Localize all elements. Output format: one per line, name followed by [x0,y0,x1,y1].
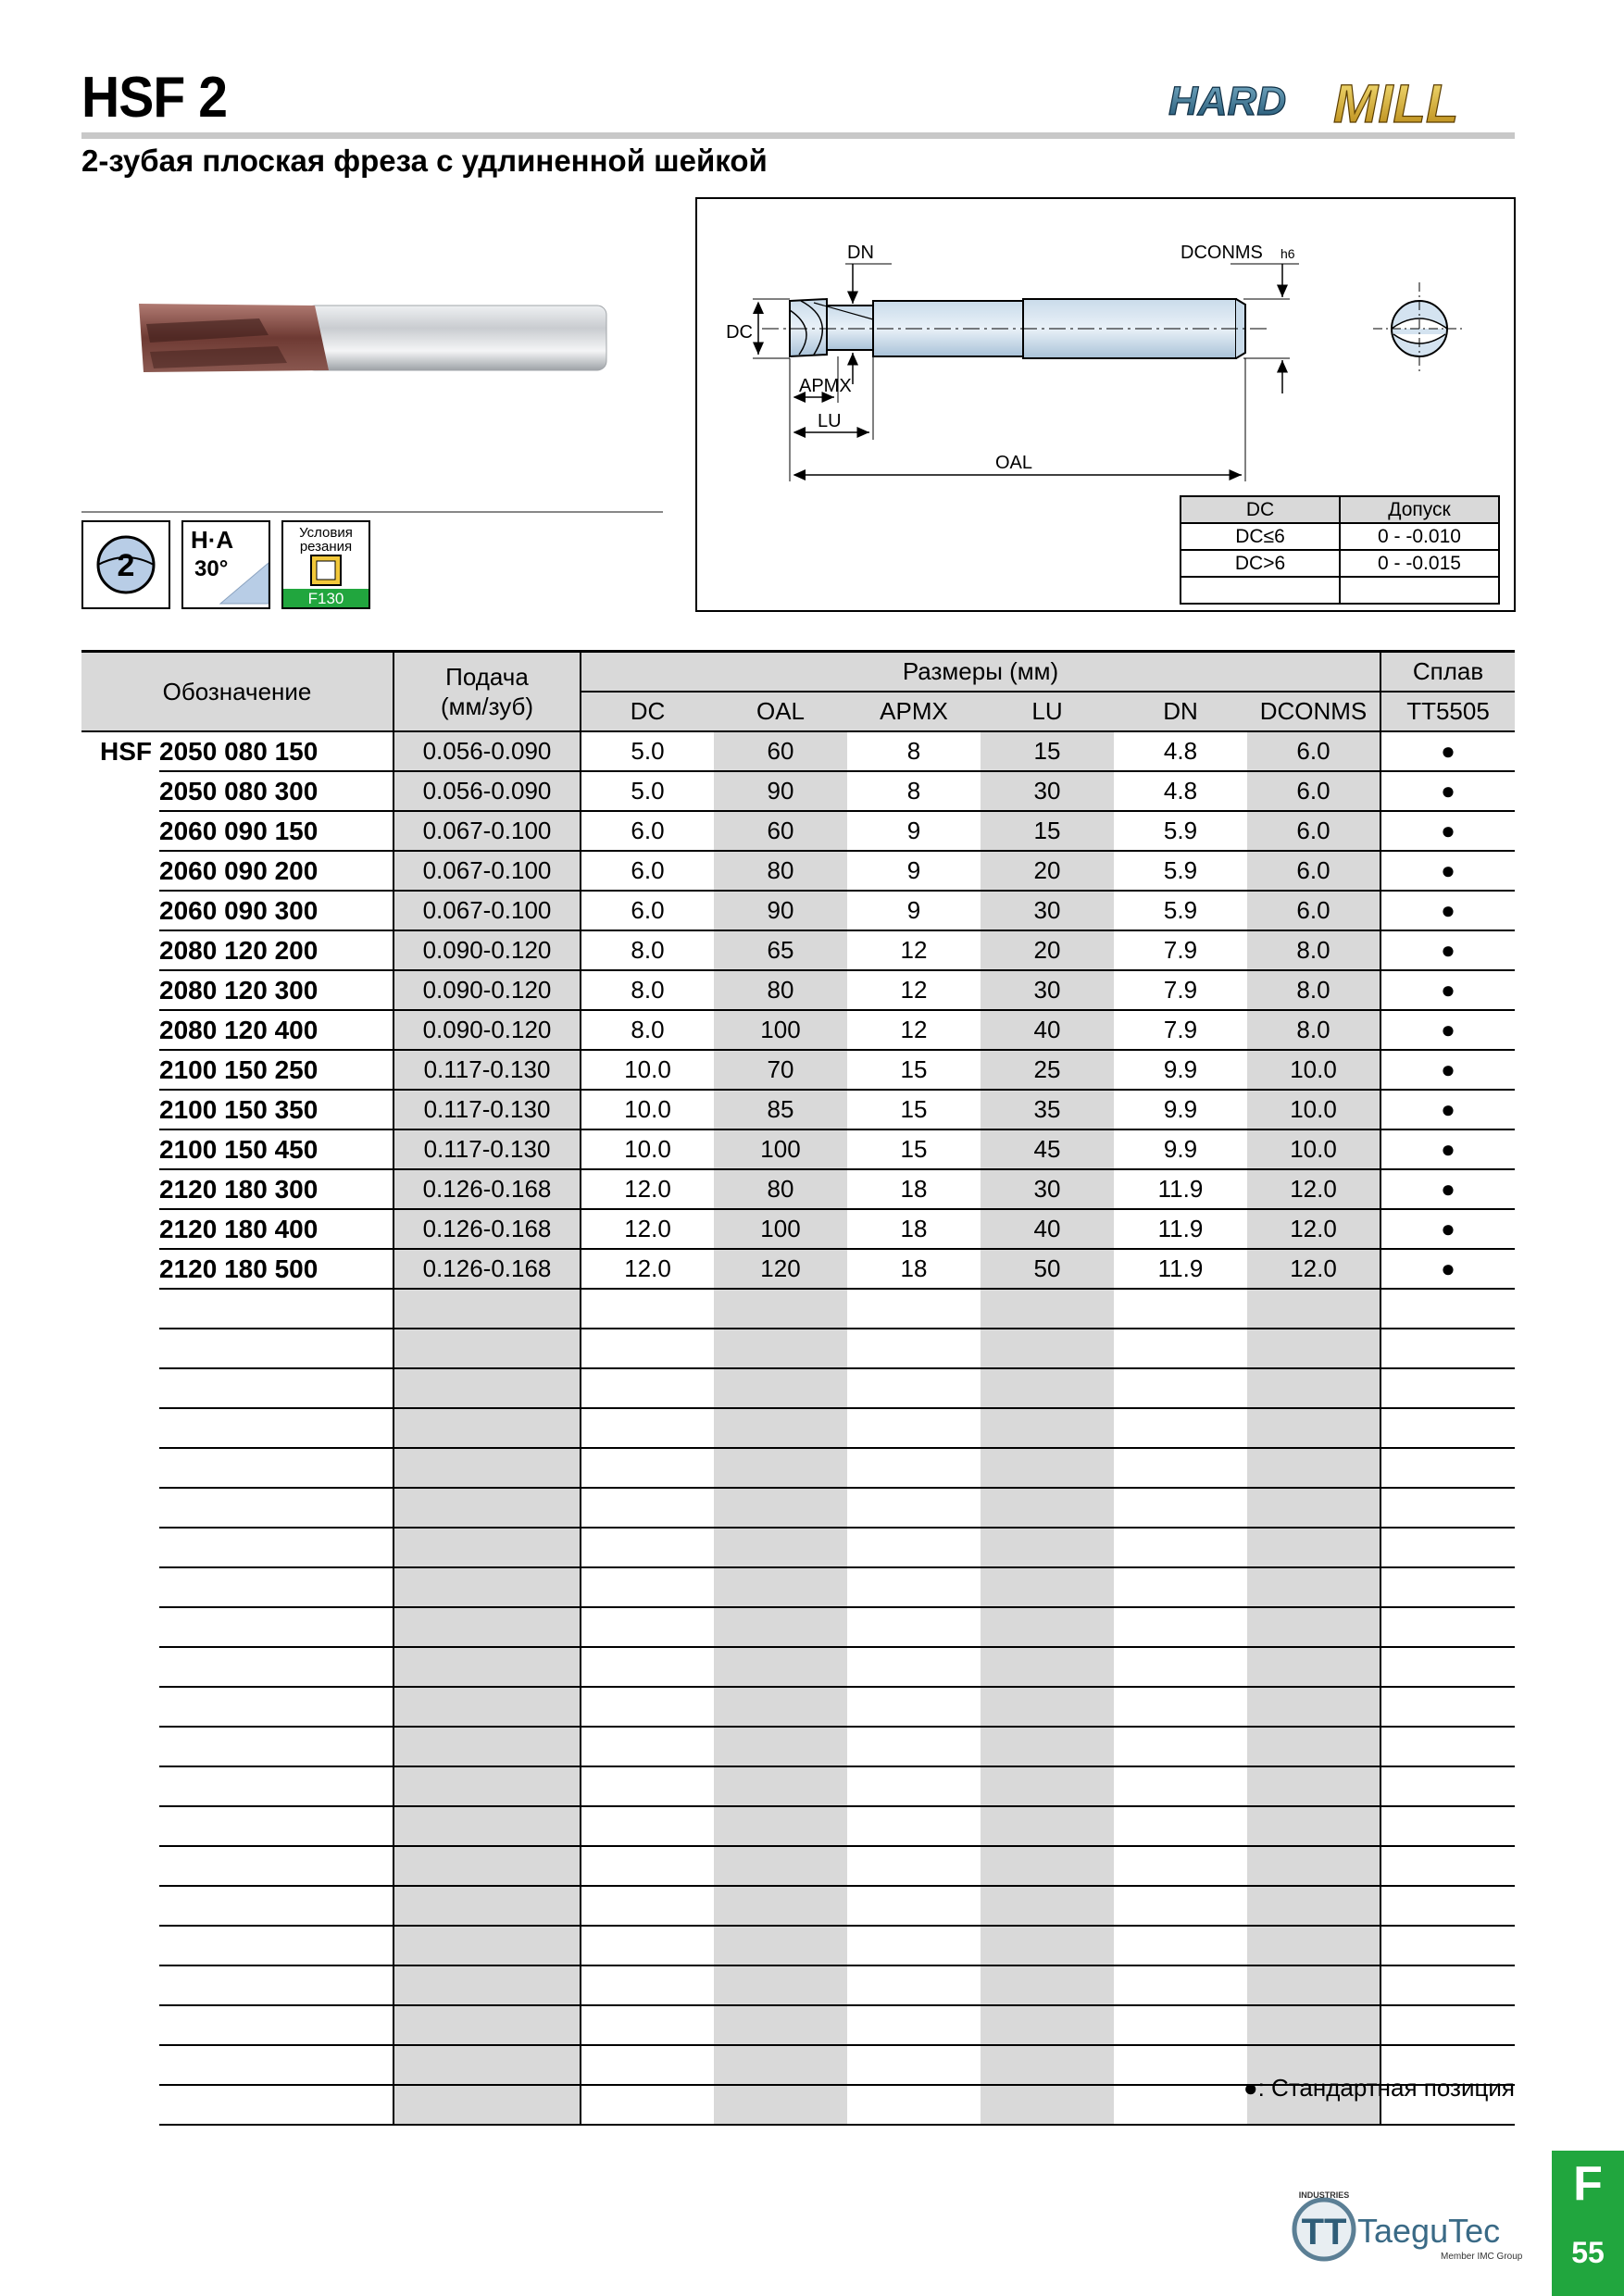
logo-text-mill: MILL [1333,74,1459,131]
header-dimensions: Размеры (мм) [581,652,1380,693]
table-row [81,970,1515,1010]
table-row-empty [81,1926,1515,1965]
row-feed: 0.126-0.168 [394,1209,581,1249]
row-dconms: 6.0 [1247,771,1380,811]
row-dconms: 8.0 [1247,1010,1380,1050]
row-apmx: 18 [847,1169,981,1209]
row-oal: 60 [714,811,847,851]
legend: ●: Стандартная позиция [1243,2074,1515,2102]
row-oal: 100 [714,1010,847,1050]
row-dn: 7.9 [1114,1010,1247,1050]
row-dconms: 10.0 [1247,1090,1380,1129]
taegutec-logo [1289,2185,1530,2268]
row-feed: 0.067-0.100 [394,891,581,930]
row-dn: 4.8 [1114,771,1247,811]
row-dn: 7.9 [1114,930,1247,970]
row-dconms: 6.0 [1247,851,1380,891]
table-row-empty [81,1408,1515,1448]
row-oal: 80 [714,970,847,1010]
hardmill-logo [1168,67,1520,131]
row-lu: 40 [981,1010,1114,1050]
row-dn: 5.9 [1114,811,1247,851]
cutting-conditions-symbol-icon [283,522,369,607]
row-feed: 0.117-0.130 [394,1050,581,1090]
row-dconms: 6.0 [1247,811,1380,851]
row-apmx: 9 [847,811,981,851]
table-row-empty [81,1846,1515,1886]
tolerance-header-tolerance: Допуск [1340,496,1499,523]
page-number: 55 [1571,2236,1605,2269]
row-dconms: 6.0 [1247,891,1380,930]
tolerance-value: 0 - -0.015 [1340,550,1499,577]
table-row-empty [81,1687,1515,1727]
row-dconms: 12.0 [1247,1249,1380,1289]
row-code: 2060 090 300 [159,891,394,930]
header-feed-2: (мм/зуб) [440,693,534,720]
row-lu: 30 [981,891,1114,930]
label-apmx: APMX [799,376,852,396]
brand-top: INDUSTRIES [1298,2190,1350,2200]
row-code: 2100 150 350 [159,1090,394,1129]
row-dn: 9.9 [1114,1129,1247,1169]
row-dconms: 8.0 [1247,930,1380,970]
helix-symbol-icon [183,522,269,607]
row-dconms: 10.0 [1247,1050,1380,1090]
row-feed: 0.056-0.090 [394,771,581,811]
row-feed: 0.117-0.130 [394,1129,581,1169]
row-dc: 5.0 [581,771,714,811]
row-code: 2050 080 150 [159,731,394,771]
row-dc: 12.0 [581,1169,714,1209]
table-row [81,1090,1515,1129]
row-oal: 85 [714,1090,847,1129]
row-lu: 50 [981,1249,1114,1289]
header-feed [394,652,581,732]
table-row-empty [81,1607,1515,1647]
row-standard: ● [1380,811,1515,851]
row-dn: 11.9 [1114,1209,1247,1249]
row-oal: 90 [714,891,847,930]
section-letter: F [1573,2157,1603,2211]
row-apmx: 18 [847,1249,981,1289]
row-feed: 0.056-0.090 [394,731,581,771]
row-code: 2120 180 400 [159,1209,394,1249]
row-code: 2080 120 400 [159,1010,394,1050]
tolerance-header-row [1181,496,1499,523]
row-feed: 0.067-0.100 [394,811,581,851]
row-standard: ● [1380,1090,1515,1129]
row-standard: ● [1380,970,1515,1010]
row-dc: 8.0 [581,930,714,970]
header-feed-1: Подача [445,662,529,691]
row-code: 2080 120 300 [159,970,394,1010]
brand-mark-icon: TT [1301,2212,1347,2252]
tolerance-table [1180,495,1500,605]
header-row-1 [81,652,1515,693]
row-oal: 100 [714,1209,847,1249]
product-table [81,650,1515,2126]
row-dn: 7.9 [1114,970,1247,1010]
row-apmx: 15 [847,1050,981,1090]
helix-value: 30° [194,556,229,581]
row-standard: ● [1380,1010,1515,1050]
row-lu: 25 [981,1050,1114,1090]
row-dc: 10.0 [581,1050,714,1090]
row-dc: 10.0 [581,1129,714,1169]
row-code: 2120 180 500 [159,1249,394,1289]
row-dc: 6.0 [581,811,714,851]
flute-count-icon [81,520,170,609]
label-dc: DC [726,322,753,343]
header-alloy-grade: TT5505 [1380,692,1515,731]
row-dconms: 10.0 [1247,1129,1380,1169]
cutting-conditions-icon[interactable] [281,520,370,609]
row-dconms: 6.0 [1247,731,1380,771]
row-dc: 6.0 [581,851,714,891]
code-prefix: HSF [100,737,152,766]
row-apmx: 15 [847,1129,981,1169]
row-dconms: 12.0 [1247,1169,1380,1209]
table-row-empty [81,1886,1515,1926]
tolerance-row-empty [1181,577,1499,604]
row-code: 2100 150 450 [159,1129,394,1169]
row-feed: 0.126-0.168 [394,1169,581,1209]
row-dc: 12.0 [581,1209,714,1249]
table-row [81,731,1515,771]
brand-name: TaeguTec [1357,2212,1501,2250]
row-oal: 120 [714,1249,847,1289]
brand-sub: Member IMC Group [1441,2252,1523,2262]
section-tab [1552,2151,1624,2296]
flute-count: 2 [117,548,135,583]
row-dn: 11.9 [1114,1169,1247,1209]
header-col-dn: DN [1114,692,1247,731]
row-standard: ● [1380,1209,1515,1249]
label-lu: LU [818,411,842,431]
table-row [81,1010,1515,1050]
row-dconms: 8.0 [1247,970,1380,1010]
icons-divider [81,511,663,513]
row-feed: 0.090-0.120 [394,930,581,970]
row-lu: 20 [981,930,1114,970]
logo-text-hard: HARD [1168,79,1287,124]
row-apmx: 8 [847,731,981,771]
row-dn: 9.9 [1114,1050,1247,1090]
row-dn: 5.9 [1114,851,1247,891]
label-h6: h6 [1280,246,1295,261]
row-apmx: 8 [847,771,981,811]
row-oal: 65 [714,930,847,970]
table-row-empty [81,1368,1515,1408]
table-row-empty [81,2005,1515,2045]
row-standard: ● [1380,930,1515,970]
label-dn: DN [847,243,874,263]
row-dn: 5.9 [1114,891,1247,930]
row-apmx: 18 [847,1209,981,1249]
row-feed: 0.117-0.130 [394,1090,581,1129]
row-apmx: 15 [847,1090,981,1129]
tolerance-row [1181,550,1499,577]
label-oal: OAL [995,453,1033,473]
row-standard: ● [1380,771,1515,811]
row-feed: 0.067-0.100 [394,851,581,891]
table-row [81,811,1515,851]
table-row-empty [81,1528,1515,1567]
row-standard: ● [1380,891,1515,930]
label-dconms: DCONMS [1181,243,1263,263]
table-row-empty [81,1448,1515,1488]
row-lu: 30 [981,771,1114,811]
tolerance-range: DC>6 [1181,550,1340,577]
table-row [81,1169,1515,1209]
row-dc: 8.0 [581,970,714,1010]
row-dn: 9.9 [1114,1090,1247,1129]
row-oal: 100 [714,1129,847,1169]
row-lu: 30 [981,1169,1114,1209]
row-lu: 15 [981,731,1114,771]
row-oal: 80 [714,851,847,891]
row-apmx: 9 [847,851,981,891]
header-col-apmx: APMX [847,692,981,731]
row-oal: 90 [714,771,847,811]
table-row-empty [81,1567,1515,1607]
table-row [81,1249,1515,1289]
table-row-empty [81,1766,1515,1806]
row-apmx: 12 [847,970,981,1010]
row-code: 2050 080 300 [159,771,394,811]
table-row-empty [81,1488,1515,1528]
table-row [81,771,1515,811]
row-feed: 0.090-0.120 [394,1010,581,1050]
helix-angle-icon [181,520,270,609]
row-oal: 60 [714,731,847,771]
row-dc: 6.0 [581,891,714,930]
row-standard: ● [1380,851,1515,891]
row-standard: ● [1380,1129,1515,1169]
row-dconms: 12.0 [1247,1209,1380,1249]
table-row-empty [81,1806,1515,1846]
row-code: 2060 090 200 [159,851,394,891]
header-col-dconms: DCONMS [1247,692,1380,731]
table-row-empty [81,1965,1515,2005]
row-lu: 45 [981,1129,1114,1169]
row-lu: 35 [981,1090,1114,1129]
tolerance-row [1181,523,1499,550]
row-feed: 0.090-0.120 [394,970,581,1010]
row-dc: 12.0 [581,1249,714,1289]
row-code: 2060 090 150 [159,811,394,851]
cutting-label-2: резания [299,539,353,555]
row-apmx: 12 [847,1010,981,1050]
cutting-label-1: Условия [299,525,353,541]
page-subtitle: 2-зубая плоская фреза с удлиненной шейкой [81,144,768,178]
table-row-empty [81,1329,1515,1368]
table-row [81,1129,1515,1169]
table-row [81,930,1515,970]
row-dc: 8.0 [581,1010,714,1050]
cutting-ref: F130 [307,590,344,607]
table-row [81,851,1515,891]
row-dn: 4.8 [1114,731,1247,771]
row-lu: 15 [981,811,1114,851]
table-row [81,1050,1515,1090]
flute-symbol-icon [83,522,169,607]
table-row-empty [81,1289,1515,1329]
row-dc: 10.0 [581,1090,714,1129]
row-oal: 80 [714,1169,847,1209]
row-apmx: 12 [847,930,981,970]
product-photo [130,278,620,398]
row-code: 2100 150 250 [159,1050,394,1090]
row-feed: 0.126-0.168 [394,1249,581,1289]
row-standard: ● [1380,731,1515,771]
row-dc: 5.0 [581,731,714,771]
header-alloy: Сплав [1380,652,1515,693]
row-code: 2120 180 300 [159,1169,394,1209]
page-title: HSF 2 [81,66,228,130]
header-designation: Обозначение [81,652,394,732]
row-dn: 11.9 [1114,1249,1247,1289]
table-row-empty [81,1647,1515,1687]
tolerance-value: 0 - -0.010 [1340,523,1499,550]
row-standard: ● [1380,1249,1515,1289]
table-row-empty [81,1727,1515,1766]
helix-label: H·A [191,526,234,554]
row-code: 2080 120 200 [159,930,394,970]
tolerance-range: DC≤6 [1181,523,1340,550]
row-standard: ● [1380,1169,1515,1209]
header-col-oal: OAL [714,692,847,731]
row-lu: 40 [981,1209,1114,1249]
row-lu: 20 [981,851,1114,891]
table-row [81,891,1515,930]
row-lu: 30 [981,970,1114,1010]
title-rule [81,132,1515,139]
tolerance-header-dc: DC [1181,496,1340,523]
header-col-lu: LU [981,692,1114,731]
row-oal: 70 [714,1050,847,1090]
row-apmx: 9 [847,891,981,930]
table-row [81,1209,1515,1249]
header-col-dc: DC [581,692,714,731]
row-standard: ● [1380,1050,1515,1090]
